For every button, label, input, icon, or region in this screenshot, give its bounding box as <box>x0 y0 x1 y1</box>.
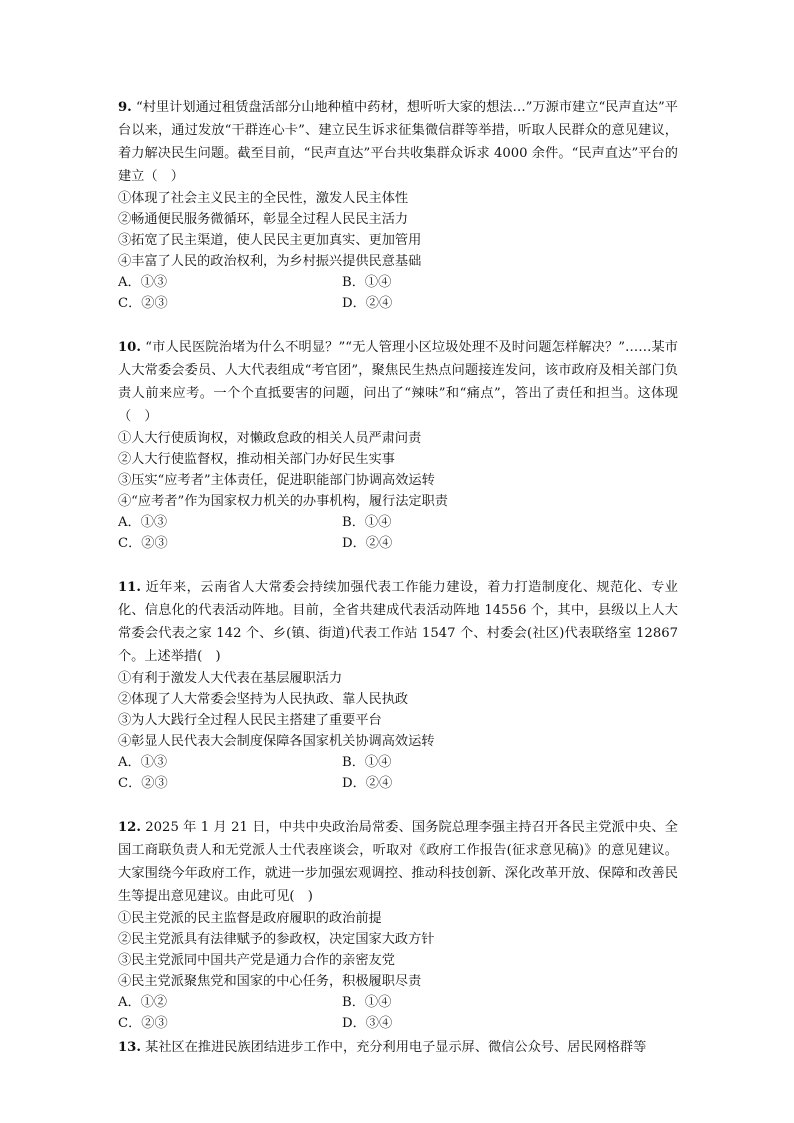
exam-page <box>118 96 678 1061</box>
answer-choices <box>118 992 678 1034</box>
option-4: ④民主党派聚焦党和国家的中心任务，积极履职尽责 <box>118 974 422 989</box>
question-stem: 9. “村里计划通过租赁盘活部分山地种植中药材，想听听大家的想法…”万源市建立“民声直达”平台以来，通过发放“干群连心卡”、建立民生诉求征集微信群等举措，听取人民群众的意见建议，着力解决民生问题。截至目前，“民声直达”平台共收集群众诉求 4000 余件。“民声直达”平台的建立（ ） <box>118 100 678 184</box>
choice-b: B．①④ <box>342 995 392 1010</box>
question-12 <box>118 816 678 1034</box>
option-4: ④“应考者”作为国家权力机关的办事机构，履行法定职责 <box>118 494 448 509</box>
choice-d: D．②④ <box>342 776 393 791</box>
choice-b: B．①④ <box>342 515 392 530</box>
option-4: ④彰显人民代表大会制度保障各国家机关协调高效运转 <box>118 734 435 749</box>
choice-d: D．②④ <box>342 536 393 551</box>
answer-choices <box>118 512 678 554</box>
question-11 <box>118 576 678 794</box>
choice-a: A．①③ <box>118 755 168 770</box>
question-10 <box>118 336 678 554</box>
option-3: ③压实“应考者”主体责任，促进职能部门协调高效运转 <box>118 473 435 488</box>
choice-b: B．①④ <box>342 755 392 770</box>
answer-choices <box>118 272 678 314</box>
choice-a: A．①③ <box>118 515 168 530</box>
option-1: ①有利于激发人大代表在基层履职活力 <box>118 671 343 686</box>
option-3: ③拓宽了民主渠道，使人民民主更加真实、更加管用 <box>118 233 422 248</box>
question-13 <box>118 1036 678 1059</box>
option-1: ①体现了社会主义民主的全民性，激发人民主体性 <box>118 191 409 206</box>
question-stem: 10. “市人民医院治堵为什么不明显？”“无人管理小区垃圾处理不及时问题怎样解决？”……某市人大常委会委员、人大代表组成“考官团”，聚焦民生热点问题接连发问，该市政府及相关部门负责人前来应考。一个个直抵要害的问题，问出了“辣味”和“痛点”，答出了责任和担当。这体现（ ） <box>118 340 678 424</box>
choice-a: A．①③ <box>118 275 168 290</box>
option-4: ④丰富了人民的政治权利，为乡村振兴提供民意基础 <box>118 254 422 269</box>
answer-choices <box>118 752 678 794</box>
choice-c: C．②③ <box>118 1016 168 1031</box>
choice-d: D．③④ <box>342 1016 393 1031</box>
question-9 <box>118 96 678 314</box>
choice-d: D．②④ <box>342 296 393 311</box>
option-2: ②民主党派具有法律赋予的参政权，决定国家大政方针 <box>118 932 435 947</box>
option-2: ②畅通便民服务微循环，彰显全过程人民民主活力 <box>118 212 409 227</box>
choice-c: C．②③ <box>118 536 168 551</box>
option-1: ①民主党派的民主监督是政府履职的政治前提 <box>118 911 382 926</box>
choice-c: C．②③ <box>118 776 168 791</box>
option-3: ③为人大践行全过程人民民主搭建了重要平台 <box>118 713 382 728</box>
option-3: ③民主党派同中国共产党是通力合作的亲密友党 <box>118 953 395 968</box>
question-stem: 13. 某社区在推进民族团结进步工作中，充分利用电子显示屏、微信公众号、居民网格群等 <box>118 1040 647 1055</box>
choice-b: B．①④ <box>342 275 392 290</box>
question-stem: 11. 近年来，云南省人大常委会持续加强代表工作能力建设，着力打造制度化、规范化、专业化、信息化的代表活动阵地。目前，全省共建成代表活动阵地 14556 个，其中，县级以上人大常委会代表之家 142 个、乡(镇、街道)代表工作站 1547 个、村委会(社区)代表联络室 12867 个。上述举措( ) <box>118 580 678 664</box>
option-1: ①人大行使质询权，对懒政怠政的相关人员严肃问责 <box>118 431 422 446</box>
choice-c: C．②③ <box>118 296 168 311</box>
choice-a: A．①② <box>118 995 168 1010</box>
option-2: ②人大行使监督权，推动相关部门办好民生实事 <box>118 452 395 467</box>
option-2: ②体现了人大常委会坚持为人民执政、靠人民执政 <box>118 692 409 707</box>
question-stem: 12. 2025 年 1 月 21 日，中共中央政治局常委、国务院总理李强主持召开各民主党派中央、全国工商联负责人和无党派人士代表座谈会，听取对《政府工作报告(征求意见稿)》的意见建议。大家围绕今年政府工作，就进一步加强宏观调控、推动科技创新、深化改革开放、保障和改善民生等提出意见建议。由此可见( ) <box>118 820 678 904</box>
